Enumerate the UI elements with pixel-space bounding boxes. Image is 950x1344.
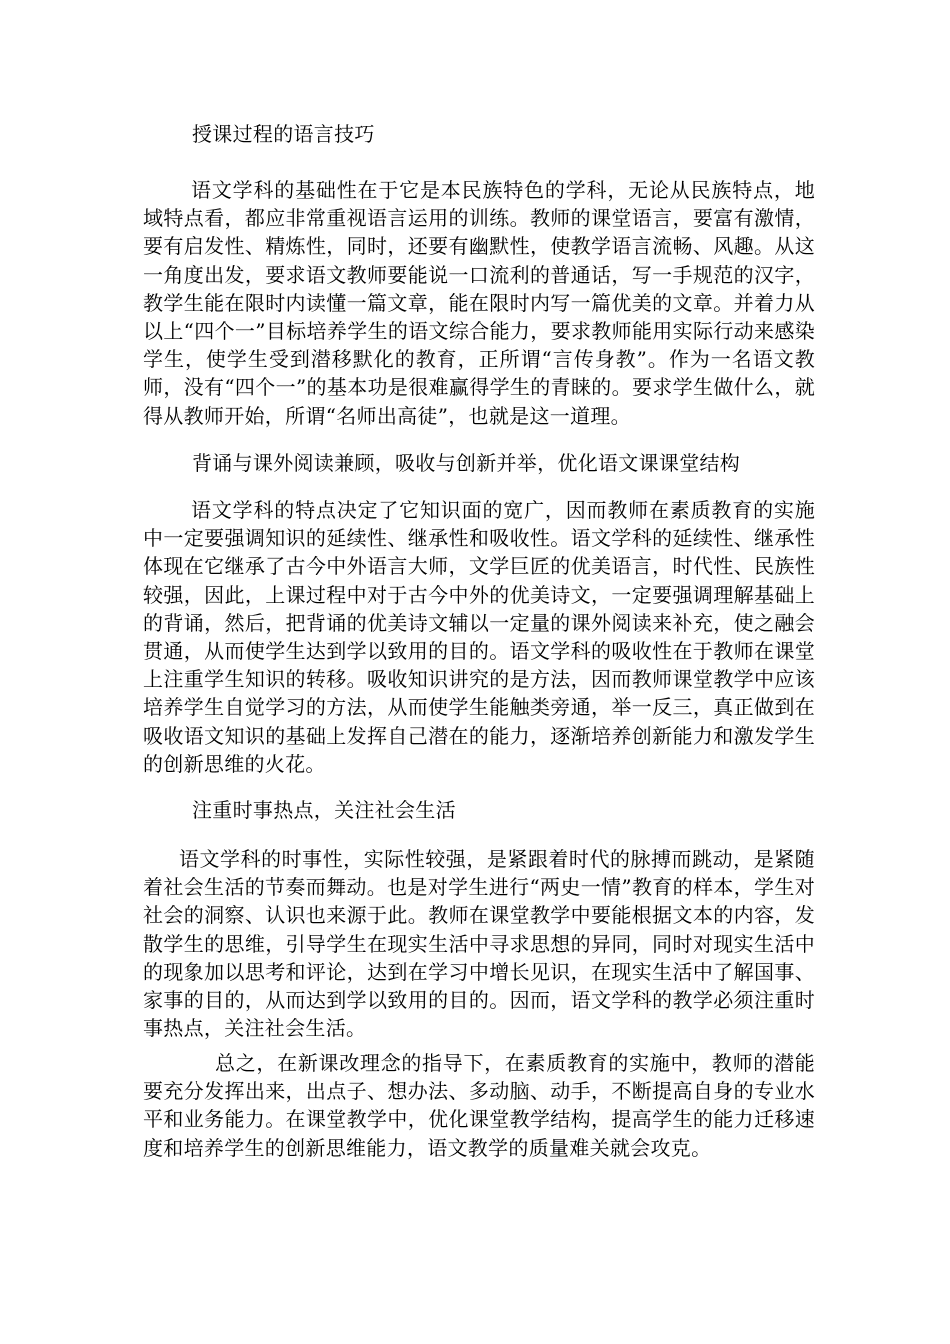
paragraph-conclusion: 总之，在新课改理念的指导下，在素质教育的实施中，教师的潜能要充分发挥出来，出点子、想办法、多动脑、动手，不断提高自身的专业水平和业务能力。在课堂教学中，优化课堂教学结构，提高学生的能力迁移速度和培养学生的创新思维能力，语文教学的质量难关就会攻克。 — [143, 1051, 815, 1160]
paragraph-current-affairs: 语文学科的时事性，实际性较强，是紧跟着时代的脉搏而跳动，是紧随着社会生活的节奏而舞动。也是对学生进行“两史一情”教育的样本，学生对社会的洞察、认识也来源于此。教师在课堂教学中要能根据文本的内容，发散学生的思维，引导学生在现实生活中寻求思想的异同，同时对现实生活中的现象加以思考和评论，达到在学习中增长见识，在现实生活中了解国事、家事的目的，从而达到学以致用的目的。因而，语文学科的教学必须注重时事热点，关注社会生活。 — [143, 847, 815, 1041]
section-heading-recitation-reading: 背诵与课外阅读兼顾，吸收与创新并举，优化语文课课堂结构 — [192, 451, 741, 475]
section-heading-current-affairs: 注重时事热点，关注社会生活 — [192, 798, 456, 822]
paragraph-recitation-reading: 语文学科的特点决定了它知识面的宽广，因而教师在素质教育的实施中一定要强调知识的延续性、继承性和吸收性。语文学科的延续性、继承性体现在它继承了古今中外语言大师，文学巨匠的优美语言，时代性、民族性较强，因此，上课过程中对于古今中外的优美诗文，一定要强调理解基础上的背诵，然后，把背诵的优美诗文辅以一定量的课外阅读来补充，使之融会贯通，从而使学生达到学以致用的目的。语文学科的吸收性在于教师在课堂上注重学生知识的转移。吸收知识讲究的是方法，因而教师课堂教学中应该培养学生自觉学习的方法，从而使学生能触类旁通，举一反三，真正做到在吸收语文知识的基础上发挥自己潜在的能力，逐渐培养创新能力和激发学生的创新思维的火花。 — [143, 498, 815, 776]
paragraph-language-skills: 语文学科的基础性在于它是本民族特色的学科，无论从民族特点，地域特点看，都应非常重视语言运用的训练。教师的课堂语言，要富有激情，要有启发性、精炼性，同时，还要有幽默性，使教学语言流畅、风趣。从这一角度出发，要求语文教师要能说一口流利的普通话，写一手规范的汉字，教学生能在限时内读懂一篇文章，能在限时内写一篇优美的文章。并着力从以上“四个一”目标培养学生的语文综合能力，要求教师能用实际行动来感染学生，使学生受到潜移默化的教育，正所谓“言传身教”。作为一名语文教师，没有“四个一”的基本功是很难赢得学生的青睐的。要求学生做什么，就得从教师开始，所谓“名师出高徒”，也就是这一道理。 — [143, 178, 815, 428]
section-heading-language-skills: 授课过程的语言技巧 — [192, 122, 375, 146]
